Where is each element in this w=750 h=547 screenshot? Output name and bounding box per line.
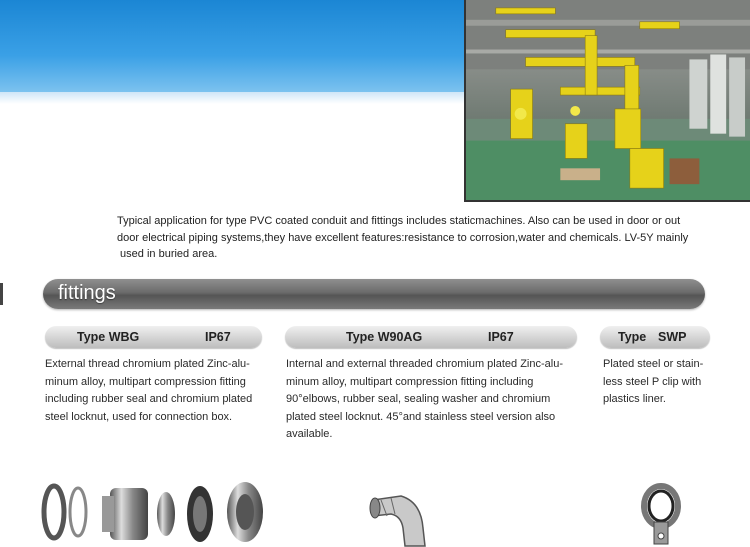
intro-line-1: Typical application for type PVC coated conduit and fittings includes staticmachines. Also can be used in door or out bbox=[117, 215, 681, 227]
desc-line: minum alloy, multipart compression fitting bbox=[45, 375, 246, 388]
type-wbg-description bbox=[45, 356, 252, 426]
header-fade bbox=[0, 92, 464, 104]
fittings-section-header bbox=[43, 279, 705, 309]
type-wbg-label: Type WBG bbox=[77, 330, 140, 344]
desc-line: less steel P clip with bbox=[603, 375, 702, 388]
factory-robot-photo bbox=[464, 0, 750, 202]
desc-line: available. bbox=[286, 428, 333, 440]
type-w90ag-label: Type W90AG bbox=[346, 330, 423, 344]
desc-line: External thread chromium plated Zinc-alu- bbox=[45, 358, 250, 370]
section-title: fittings bbox=[58, 282, 116, 304]
type-swp-description bbox=[603, 356, 703, 409]
desc-line: 90°elbows, rubber seal, sealing washer and chromium bbox=[286, 393, 551, 405]
intro-line-2: door electrical piping systems,they have excellent features:resistance to corrosion,water and chemicals. LV-5Y mainly bbox=[117, 231, 689, 244]
desc-line: minum alloy, multipart compression fitting including bbox=[286, 375, 534, 388]
desc-line: Plated steel or stain- bbox=[603, 358, 704, 370]
type-w90ag-rating: IP67 bbox=[488, 330, 514, 344]
page-edge-mark bbox=[0, 283, 3, 305]
type-swp-label: Type bbox=[618, 330, 647, 344]
type-w90ag-description bbox=[286, 356, 563, 444]
desc-line: steel locknut, used for connection box. bbox=[45, 410, 233, 423]
type-swp-rating: SWP bbox=[658, 330, 687, 344]
swp-p-clip-image bbox=[636, 478, 686, 547]
desc-line: plastics liner. bbox=[603, 393, 666, 405]
w90ag-elbow-fitting-image bbox=[365, 488, 435, 547]
wbg-fitting-parts-image bbox=[40, 478, 270, 547]
blue-header-band bbox=[0, 0, 464, 92]
desc-line: including rubber seal and chromium plated bbox=[45, 393, 253, 405]
type-wbg-header bbox=[45, 326, 262, 348]
desc-line: plated steel locknut. 45°and stainless steel version also bbox=[286, 410, 556, 423]
type-w90ag-header bbox=[285, 326, 577, 348]
intro-paragraph bbox=[117, 213, 717, 263]
type-wbg-rating: IP67 bbox=[205, 330, 231, 344]
desc-line: Internal and external threaded chromium plated Zinc-alu- bbox=[286, 358, 563, 370]
type-swp-header bbox=[600, 326, 710, 348]
intro-line-3: used in buried area. bbox=[117, 248, 218, 260]
